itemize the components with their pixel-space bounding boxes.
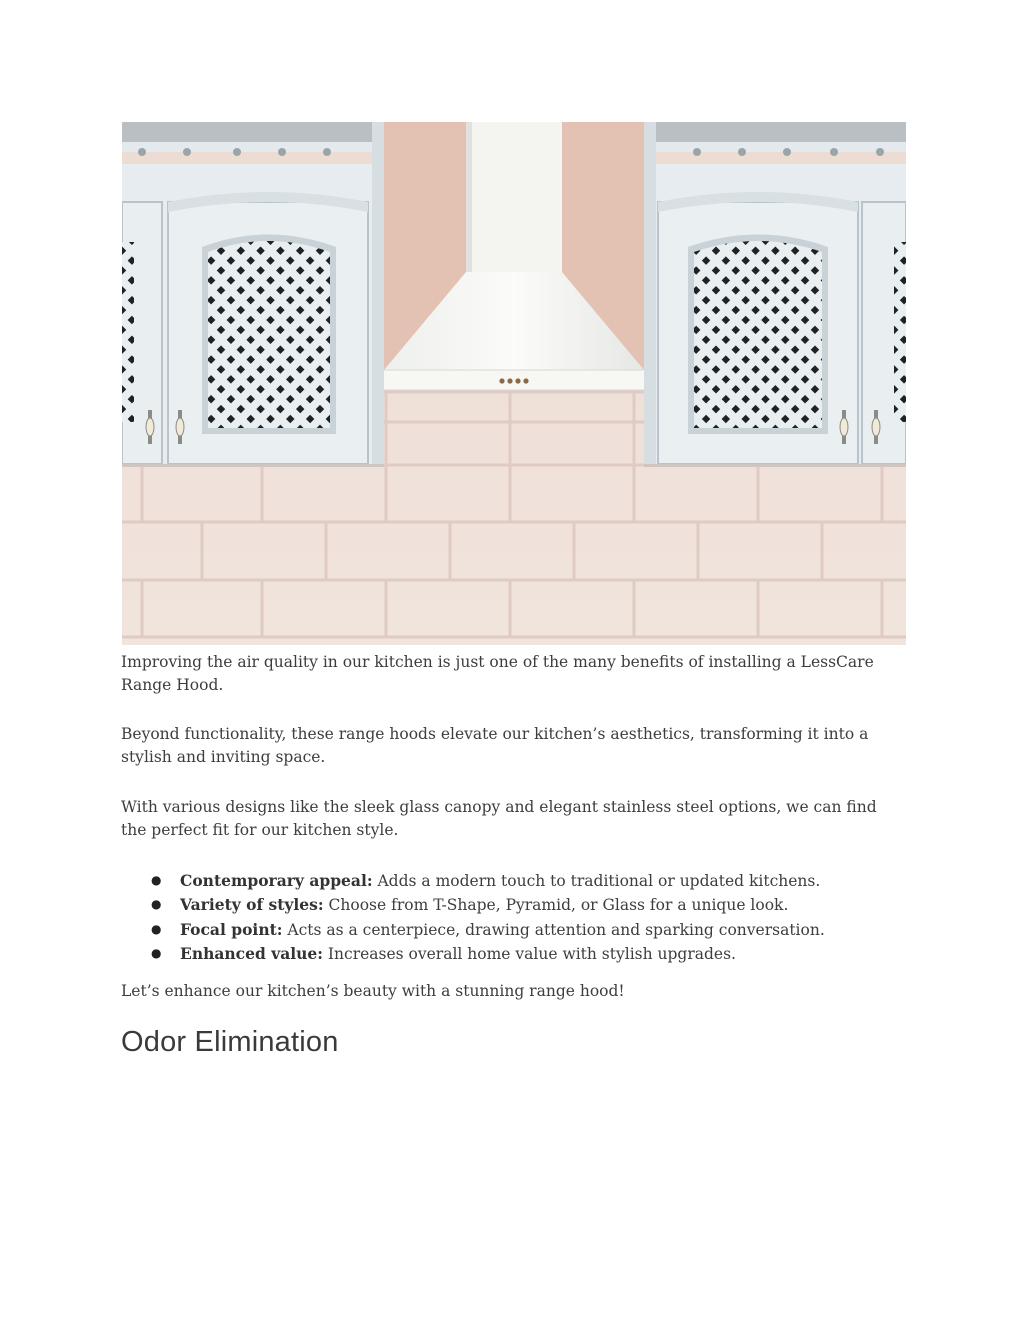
list-item bbox=[121, 942, 906, 966]
bullet-icon: ● bbox=[151, 921, 162, 936]
bullet-text: Choose from T-Shape, Pyramid, or Glass for a unique look. bbox=[323, 896, 789, 915]
section-heading: Odor Elimination bbox=[121, 1026, 339, 1058]
paragraph-air-quality: Improving the air quality in our kitchen is just one of the many benefits of installing a LessCare Range Hood. bbox=[121, 653, 874, 694]
bullet-icon: ● bbox=[151, 873, 162, 887]
kitchen-range-hood-photo bbox=[122, 122, 906, 645]
paragraph-designs: With various designs like the sleek glass canopy and elegant stainless steel options, we can find the perfect fit for our kitchen style. bbox=[121, 798, 877, 839]
bullet-icon: ● bbox=[151, 945, 162, 960]
benefits-list bbox=[121, 869, 906, 966]
list-item bbox=[121, 893, 906, 917]
paragraph-aesthetics: Beyond functionality, these range hoods elevate our kitchen’s aesthetics, transforming it into a stylish and inviting space. bbox=[121, 725, 869, 766]
bullet-term: Enhanced value: bbox=[180, 943, 323, 963]
list-item bbox=[121, 918, 906, 942]
bullet-term: Variety of styles: bbox=[180, 895, 324, 915]
list-item bbox=[121, 869, 906, 893]
bullet-text: Acts as a centerpiece, drawing attention and sparking conversation. bbox=[282, 920, 825, 939]
bullet-text: Adds a modern touch to traditional or updated kitchens. bbox=[372, 872, 821, 890]
bullet-text: Increases overall home value with stylish upgrades. bbox=[323, 944, 736, 963]
bullet-icon: ● bbox=[151, 897, 162, 912]
bullet-term: Focal point: bbox=[180, 919, 283, 939]
paragraph-closing: Let’s enhance our kitchen’s beauty with a stunning range hood! bbox=[121, 982, 625, 1000]
bullet-term: Contemporary appeal: bbox=[180, 871, 373, 890]
